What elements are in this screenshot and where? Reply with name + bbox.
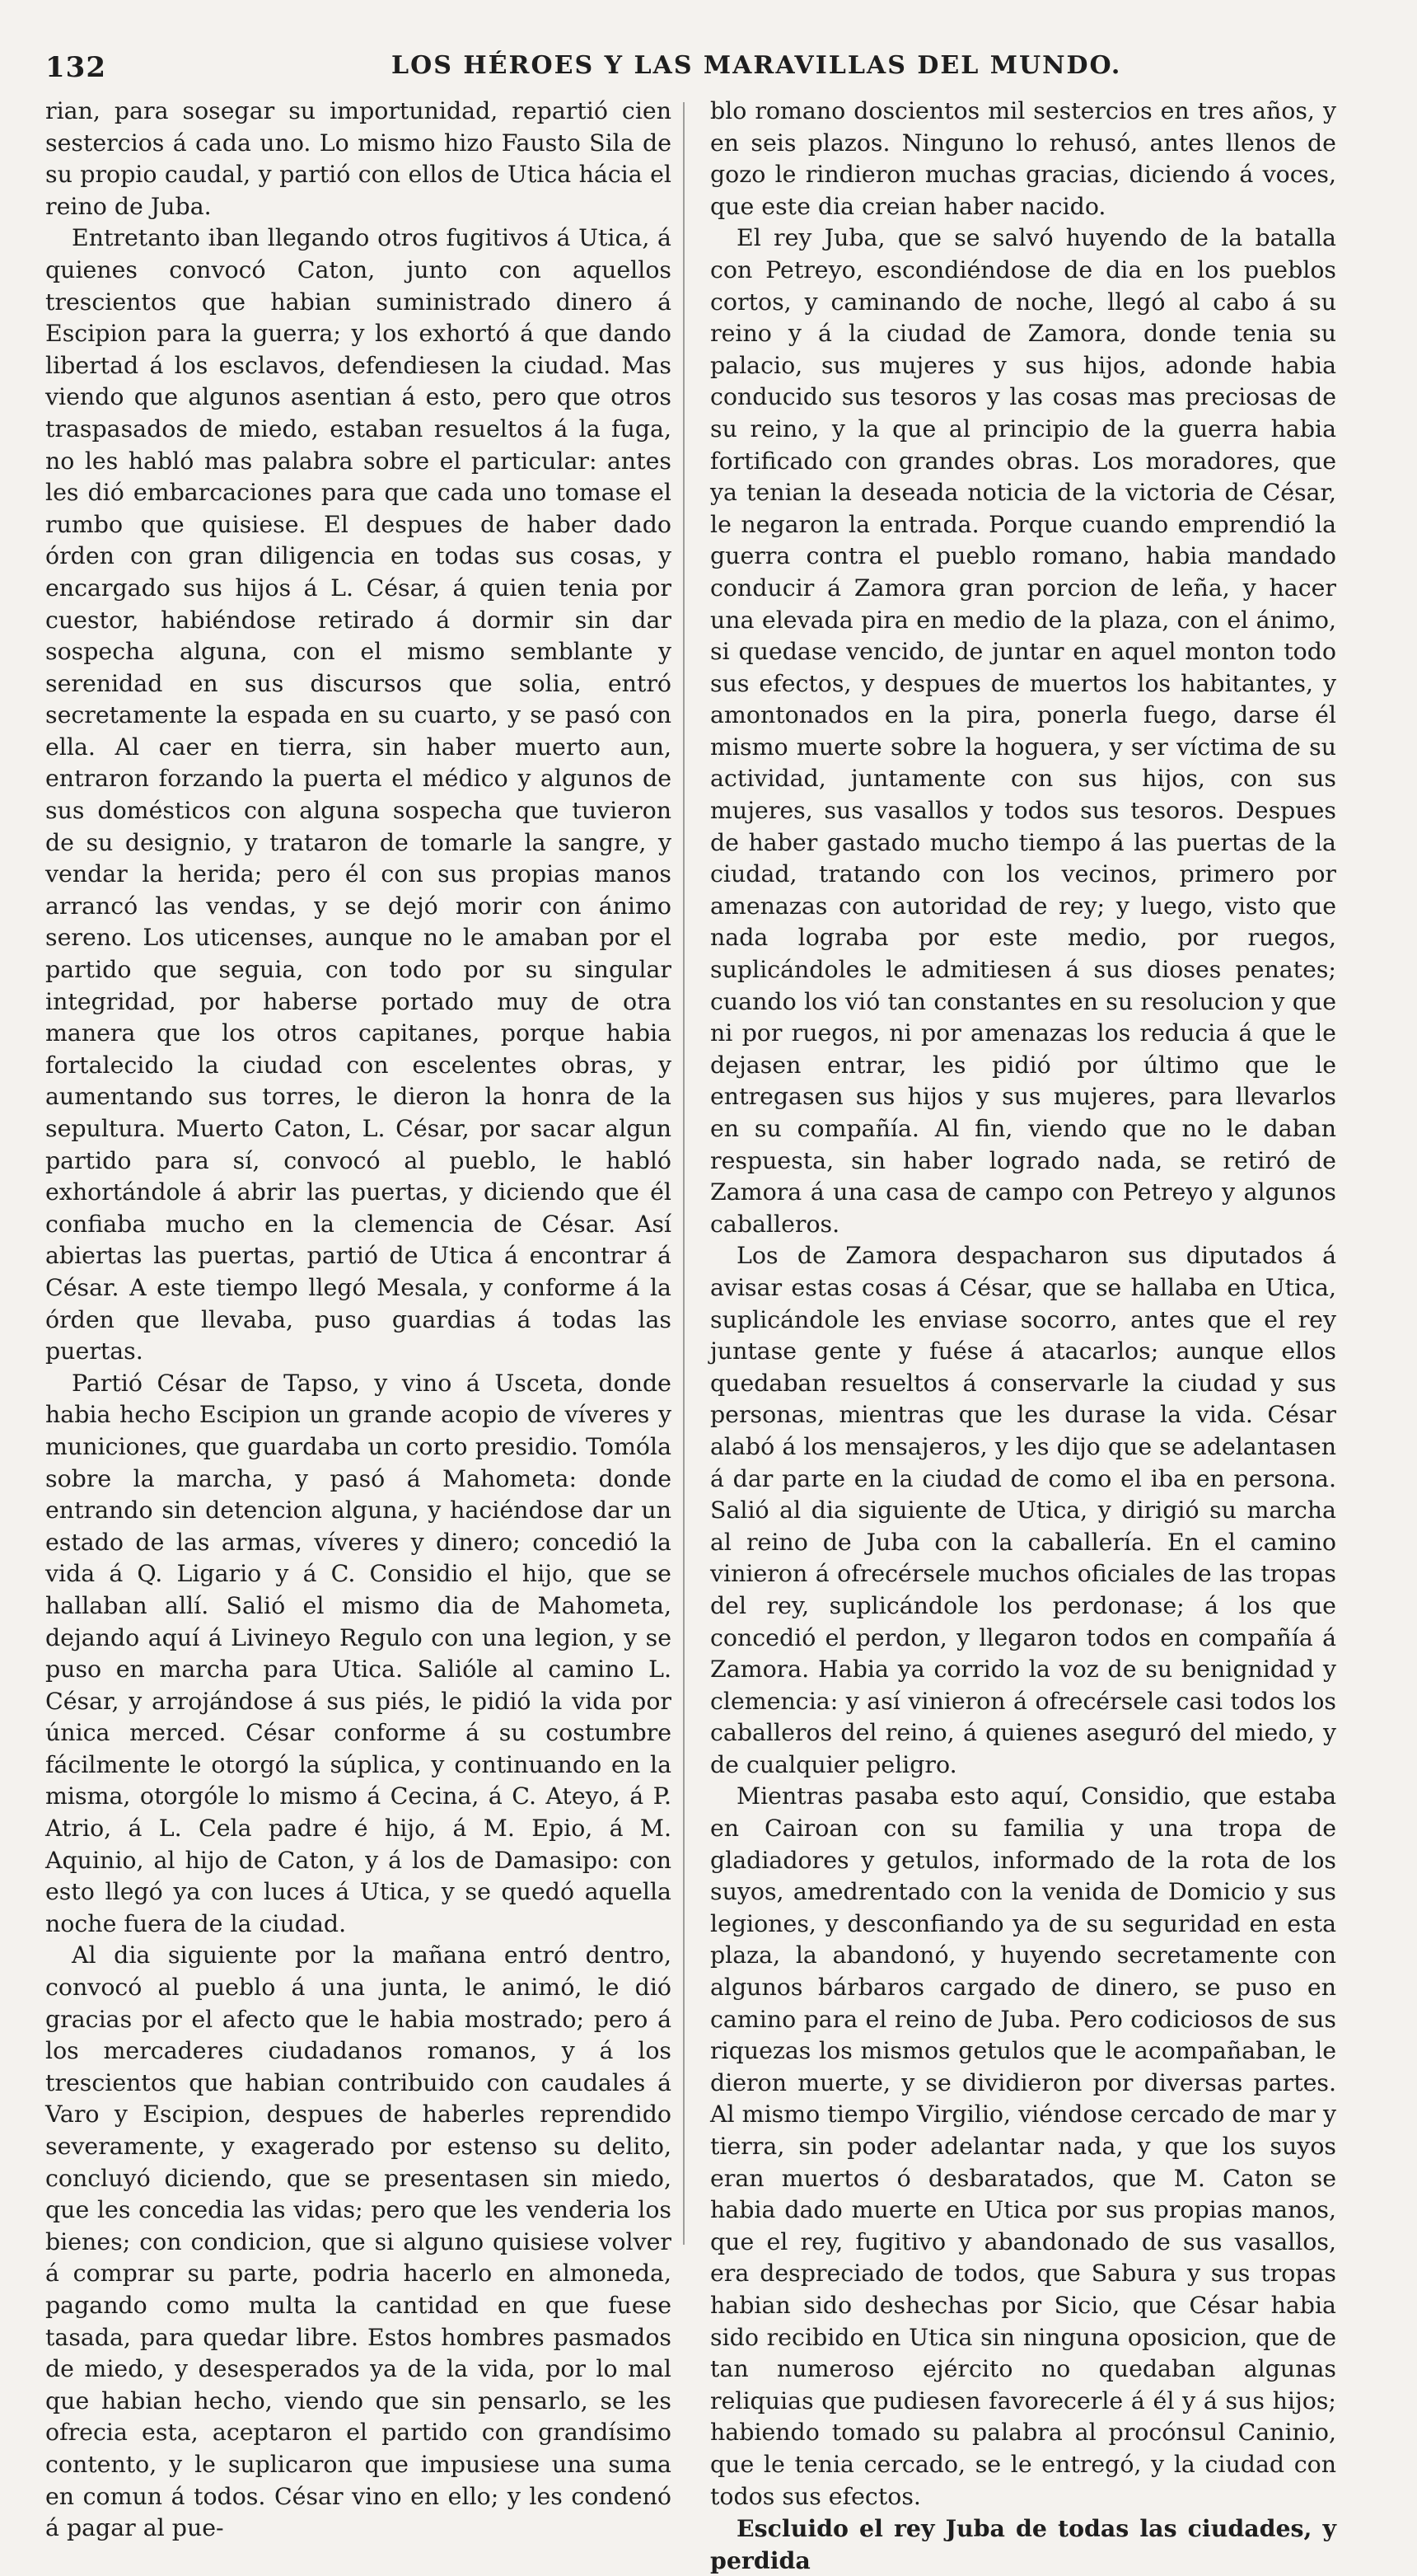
paragraph: Mientras pasaba esto aquí, Considio, que estaba en Cairoan con su familia y una tropa de gladiadores y getulos, informado de la rota de los suyos, amedrentado con la venida de Domicio y sus legiones, y desconfiando ya de su seguridad en esta plaza, la abandonó, y huyendo secretamente con algunos bárbaros cargado de dinero, se puso en camino para el reino de Juba. Pero codiciosos de sus riquezas los mismos getulos que le acompañaban, le dieron muerte, y se dividieron por diversas partes. Al mismo tiempo Virgilio, viéndose cercado de mar y tierra, sin poder adelantar nada, y que los suyos eran muertos ó desbaratados, que M. Caton se habia dado muerte en Utica por sus propias manos, que el rey, fugitivo y abandonado de sus vasallos, era despreciado de todos, que Sabura y sus tropas habian sido deshechas por Sicio, que César habia sido recibido en Utica sin ninguna oposicion, que de tan numeroso ejército no quedaban algunas reliquias que pudiesen favorecerle á él y á sus hijos; habiendo tomado su palabra al procónsul Caninio, que le tenia cercado, se le entregó, y la ciudad con todos sus efectos. — [710, 1782, 1336, 2510]
right-column — [710, 96, 1336, 2574]
column-divider — [683, 102, 685, 2245]
paragraph: Escluido el rey Juba de todas las ciudades, y perdida — [710, 2514, 1336, 2574]
paragraph: Al dia siguiente por la mañana entró dentro, convocó al pueblo á una junta, le animó, le dió gracias por el afecto que le habia mostrado; pero á los mercaderes ciudadanos romanos, y á los trescientos que habian contribuido con caudales á Varo y Escipion, despues de haberles reprendido severamente, y exagerado por estenso su delito, concluyó diciendo, que se presentasen sin miedo, que les concedia las vidas; pero que les venderia los bienes; con condicion, que si alguno quisiese volver á comprar su parte, podria hacerlo en almoneda, pagando como multa la cantidad en que fuese tasada, para quedar libre. Estos hombres pasmados de miedo, y desesperados ya de la vida, por lo mal que habian hecho, viendo que sin pensarlo, se les ofrecia esta, aceptaron el partido con grandísimo contento, y le suplicaron que impusiese una suma en comun á todos. César vino en ello; y les condenó á pagar al pue- — [45, 1941, 671, 2542]
paragraph: Partió César de Tapso, y vino á Usceta, donde habia hecho Escipion un grande acopio de víveres y municiones, que guardaba un corto presidio. Tomóla sobre la marcha, y pasó á Mahometa: donde entrando sin detencion alguna, y haciéndose dar un estado de las armas, víveres y dinero; concedió la vida á Q. Ligario y á C. Considio el hijo, que se hallaban allí. Salió el mismo dia de Mahometa, dejando aquí á Livineyo Regulo con una legion, y se puso en marcha para Utica. Salióle al camino L. César, y arrojándose á sus piés, le pidió la vida por única merced. César conforme á su costumbre fácilmente le otorgó la súplica, y continuando en la misma, otorgóle lo mismo á Cecina, á C. Ateyo, á P. Atrio, á L. Cela padre é hijo, á M. Epio, á M. Aquinio, al hijo de Caton, y á los de Damasipo: con esto llegó ya con luces á Utica, y se quedó aquella noche fuera de la ciudad. — [45, 1369, 671, 1937]
paragraph: Los de Zamora despacharon sus diputados á avisar estas cosas á César, que se hallaba en Utica, suplicándole les enviase socorro, antes que el rey juntase gente y fuése á atacarlos; aunque ellos quedaban resueltos á conservarle la ciudad y sus personas, mientras que les durase la vida. César alabó á los mensajeros, y les dijo que se adelantasen á dar parte en la ciudad de como el iba en persona. Salió al dia siguiente de Utica, y dirigió su marcha al reino de Juba con la caballería. En el camino vinieron á ofrecérsele muchos oficiales de las tropas del rey, suplicándole los perdonase; á los que concedió el perdon, y llegaron todos en compañía á Zamora. Habia ya corrido la voz de su benignidad y clemencia: y así vinieron á ofrecérsele casi todos los caballeros del reino, á quienes aseguró del miedo, y de cualquier peligro. — [710, 1242, 1336, 1778]
paragraph: blo romano doscientos mil sestercios en tres años, y en seis plazos. Ninguno lo rehusó, antes llenos de gozo le rindieron muchas gracias, diciendo á voces, que este dia creian haber nacido. — [710, 97, 1336, 220]
left-column — [45, 96, 671, 2542]
paragraph: rian, para sosegar su importunidad, repartió cien sestercios á cada uno. Lo mismo hizo Fausto Sila de su propio caudal, y partió con ellos de Utica hácia el reino de Juba. — [45, 97, 671, 220]
page-number: 132 — [45, 51, 106, 84]
page-header — [45, 51, 1363, 89]
running-title: LOS HÉROES Y LAS MARAVILLAS DEL MUNDO. — [391, 51, 1122, 80]
paragraph: Entretanto iban llegando otros fugitivos á Utica, á quienes convocó Caton, junto con aquellos trescientos que habian suministrado dinero á Escipion para la guerra; y los exhortó á que dando libertad á los esclavos, defendiesen la ciudad. Mas viendo que algunos asentian á esto, pero que otros traspasados de miedo, estaban resueltos á la fuga, no les habló mas palabra sobre el particular: antes les dió embarcaciones para que cada uno tomase el rumbo que quisiese. El despues de haber dado órden con gran diligencia en todas sus cosas, y encargado sus hijos á L. César, á quien tenia por cuestor, habiéndose retirado á dormir sin dar sospecha alguna, con el mismo semblante y serenidad en sus discursos que solia, entró secretamente la espada en su cuarto, y se pasó con ella. Al caer en tierra, sin haber muerto aun, entraron forzando la puerta el médico y algunos de sus domésticos con alguna sospecha que tuvieron de su designio, y trataron de tomarle la sangre, y vendar la herida; pero él con sus propias manos arrancó las vendas, y se dejó morir con ánimo sereno. Los uticenses, aunque no le amaban por el partido que seguia, con todo por su singular integridad, por haberse portado muy de otra manera que los otros capitanes, porque habia fortalecido la ciudad con escelentes obras, y aumentando sus torres, le dieron la honra de la sepultura. Muerto Caton, L. César, por sacar algun partido para sí, convocó al pueblo, le habló exhortándole á abrir las puertas, y diciendo que él confiaba mucho en la clemencia de César. Así abiertas las puertas, partió de Utica á encontrar á César. A este tiempo llegó Mesala, y conforme á la órden que llevaba, puso guardias á todas las puertas. — [45, 224, 671, 1365]
paragraph: El rey Juba, que se salvó huyendo de la batalla con Petreyo, escondiéndose de dia en los pueblos cortos, y caminando de noche, llegó al cabo á su reino y á la ciudad de Zamora, donde tenia su palacio, sus mujeres y sus hijos, adonde habia conducido sus tesoros y las cosas mas preciosas de su reino, y la que al principio de la guerra habia fortificado con grandes obras. Los moradores, que ya tenian la deseada noticia de la victoria de César, le negaron la entrada. Porque cuando emprendió la guerra contra el pueblo romano, habia mandado conducir á Zamora gran porcion de leña, y hacer una elevada pira en medio de la plaza, con el ánimo, si quedase vencido, de juntar en aquel monton todo sus efectos, y despues de muertos los habitantes, y amontonados en la pira, ponerla fuego, darse él mismo muerte sobre la hoguera, y ser víctima de su actividad, juntamente con sus hijos, con sus mujeres, sus vasallos y todos sus tesoros. Despues de haber gastado mucho tiempo á las puertas de la ciudad, tratando con los vecinos, primero por amenazas con autoridad de rey; y luego, visto que nada lograba por este medio, por ruegos, suplicándoles le admitiesen á sus dioses penates; cuando los vió tan constantes en su resolucion y que ni por ruegos, ni por amenazas los reducia á que le dejasen entrar, les pidió por último que le entregasen sus hijos y sus mujeres, para llevarlos en su compañía. Al fin, viendo que no le daban respuesta, sin haber logrado nada, se retiró de Zamora á una casa de campo con Petreyo y algunos caballeros. — [710, 224, 1336, 1238]
